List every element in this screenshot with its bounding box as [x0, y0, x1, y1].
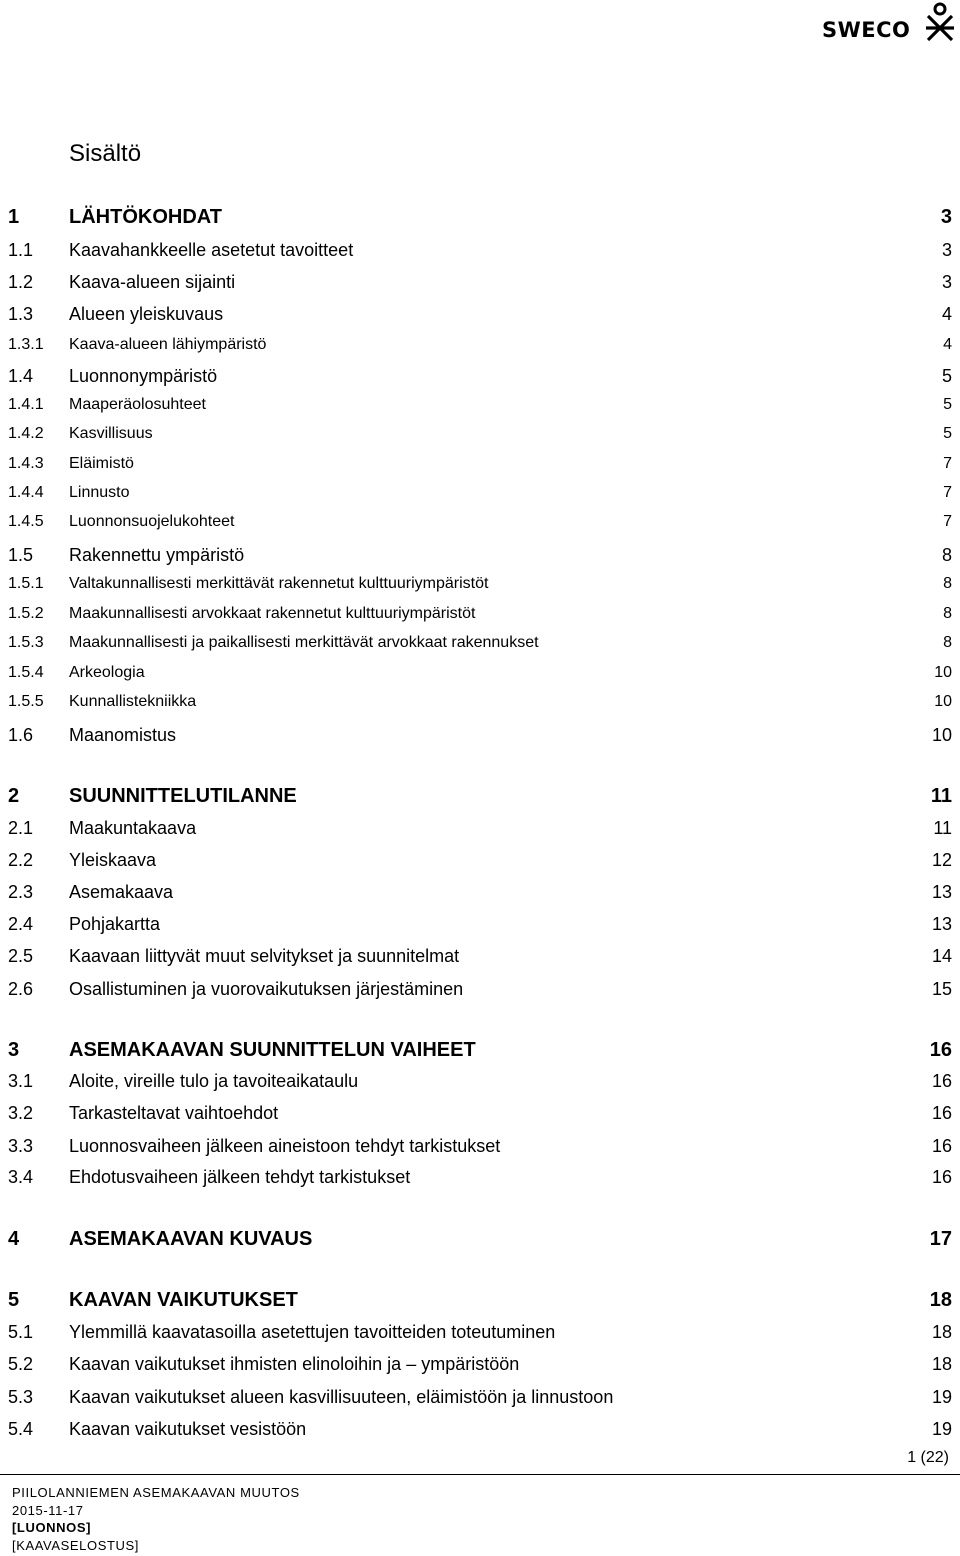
toc-entry-number: 3: [8, 1039, 20, 1061]
toc-entry-number: 5.1: [8, 1322, 34, 1342]
toc-entry-number: 1.4.2: [8, 425, 44, 442]
toc-entry[interactable]: [0, 946, 960, 976]
toc-entry-page: 4: [941, 304, 952, 324]
toc-entry[interactable]: [0, 206, 960, 236]
toc-entry-number: 1.3.1: [8, 336, 44, 353]
toc-entry-number: 5: [8, 1289, 20, 1311]
toc-entry[interactable]: [0, 664, 960, 694]
toc-entry[interactable]: [0, 1289, 960, 1319]
toc-entry-page: 7: [943, 455, 952, 472]
toc-entry-page: 18: [931, 1322, 952, 1342]
toc-entry[interactable]: [0, 1071, 960, 1101]
toc-entry-page: 8: [943, 634, 952, 651]
toc-entry-number: 1: [8, 206, 20, 228]
footer-divider: [0, 1474, 960, 1475]
toc-entry-page: 7: [943, 513, 952, 530]
toc-entry-page: 18: [931, 1354, 952, 1374]
toc-entry-page: 16: [931, 1103, 952, 1123]
logo-text: SWECO: [822, 18, 911, 42]
toc-entry-page: 19: [931, 1419, 952, 1439]
toc-entry-title: Kaavaan liittyvät muut selvitykset ja suunnitelmat: [69, 946, 460, 966]
toc-entry-page: 13: [931, 882, 952, 902]
toc-entry-page: 10: [931, 725, 952, 745]
toc-entry[interactable]: [0, 914, 960, 944]
toc-entry-title: Kaava-alueen lähiympäristö: [69, 336, 267, 353]
toc-entry-page: 8: [943, 605, 952, 622]
toc-entry[interactable]: [0, 304, 960, 334]
toc-entry-number: 5.4: [8, 1419, 34, 1439]
toc-entry-number: 1.5.2: [8, 605, 44, 622]
toc-entry[interactable]: [0, 272, 960, 302]
toc-entry-page: 17: [929, 1228, 952, 1250]
toc-entry-title: Pohjakartta: [69, 914, 161, 934]
toc-entry-title: Ehdotusvaiheen jälkeen tehdyt tarkistukset: [69, 1167, 411, 1187]
toc-entry-title: Asemakaava: [69, 882, 174, 902]
toc-entry-title: Kaavan vaikutukset vesistöön: [69, 1419, 307, 1439]
toc-entry-title: Kunnallistekniikka: [69, 693, 197, 710]
toc-entry-title: LÄHTÖKOHDAT: [69, 206, 222, 228]
toc-entry-title: KAAVAN VAIKUTUKSET: [69, 1289, 298, 1311]
toc-entry-page: 8: [943, 575, 952, 592]
toc-entry-page: 16: [931, 1136, 952, 1156]
footer-date: 2015-11-17: [12, 1502, 84, 1518]
toc-entry-number: 1.3: [8, 304, 34, 324]
toc-entry-page: 5: [943, 425, 952, 442]
toc-entry[interactable]: [0, 882, 960, 912]
toc-entry-number: 1.5.5: [8, 693, 44, 710]
footer: [12, 1484, 300, 1554]
toc-title: Sisältö: [69, 140, 142, 167]
toc-entry-title: Maaperäolosuhteet: [69, 396, 206, 413]
toc-entry-page: 10: [934, 693, 952, 710]
toc-entry-page: 15: [931, 979, 952, 999]
toc-entry-title: Osallistuminen ja vuorovaikutuksen järjestäminen: [69, 979, 464, 999]
toc-entry-page: 14: [931, 946, 952, 966]
toc-entry-title: Kaava-alueen sijainti: [69, 272, 236, 292]
toc-entry-number: 4: [8, 1228, 20, 1250]
toc-entry[interactable]: [0, 513, 960, 543]
toc-entry-number: 3.4: [8, 1167, 34, 1187]
toc-entry[interactable]: [0, 545, 960, 575]
toc-entry-page: 4: [943, 336, 952, 353]
toc-entry[interactable]: [0, 1136, 960, 1166]
toc-entry-number: 1.2: [8, 272, 34, 292]
toc-entry-page: 16: [929, 1039, 952, 1061]
toc-entry-title: ASEMAKAAVAN SUUNNITTELUN VAIHEET: [69, 1039, 476, 1061]
toc-entry-title: Kasvillisuus: [69, 425, 153, 442]
toc-entry-page: 16: [931, 1071, 952, 1091]
toc-entry-number: 5.2: [8, 1354, 34, 1374]
toc-entry-number: 2.1: [8, 818, 34, 838]
toc-entry-page: 10: [934, 664, 952, 681]
toc-entry[interactable]: [0, 484, 960, 514]
toc-entry-number: 1.5: [8, 545, 34, 565]
toc-entry-number: 1.4.1: [8, 396, 44, 413]
toc-entry-page: 19: [931, 1387, 952, 1407]
toc-entry-title: Rakennettu ympäristö: [69, 545, 245, 565]
toc-entry[interactable]: [0, 634, 960, 664]
toc-entry-page: 12: [931, 850, 952, 870]
toc-entry-number: 2.4: [8, 914, 34, 934]
toc-entry-number: 1.1: [8, 240, 34, 260]
toc-entry-title: Arkeologia: [69, 664, 145, 681]
toc-entry-title: Luonnonsuojelukohteet: [69, 513, 235, 530]
toc-entry-number: 1.5.4: [8, 664, 44, 681]
toc-entry-number: 2: [8, 785, 20, 807]
page-number: 1 (22): [907, 1449, 949, 1466]
toc-entry-title: Ylemmillä kaavatasoilla asetettujen tavoitteiden toteutuminen: [69, 1322, 556, 1342]
toc-entry[interactable]: [0, 425, 960, 455]
toc-entry[interactable]: [0, 366, 960, 396]
toc-entry-title: Valtakunnallisesti merkittävät rakennetut kulttuuriympäristöt: [69, 575, 489, 592]
toc-entry[interactable]: [0, 785, 960, 815]
toc-entry-page: 3: [940, 206, 952, 228]
toc-entry-page: 11: [930, 785, 952, 807]
toc-entry-title: SUUNNITTELUTILANNE: [69, 785, 297, 807]
toc-entry[interactable]: [0, 725, 960, 755]
toc-entry-number: 1.5.3: [8, 634, 44, 651]
toc-entry-title: Maanomistus: [69, 725, 177, 745]
toc-entry-page: 8: [941, 545, 952, 565]
toc-entry[interactable]: [0, 1167, 960, 1197]
toc-entry-title: Kaavan vaikutukset alueen kasvillisuuteen, eläimistöön ja linnustoon: [69, 1387, 614, 1407]
toc-entry-title: Luonnosvaiheen jälkeen aineistoon tehdyt tarkistukset: [69, 1136, 501, 1156]
toc-entry-number: 3.3: [8, 1136, 34, 1156]
toc-entry-page: 16: [931, 1167, 952, 1187]
toc-entry-title: Kaavahankkeelle asetetut tavoitteet: [69, 240, 354, 260]
toc-entry[interactable]: [0, 396, 960, 426]
toc-entry[interactable]: [0, 1354, 960, 1384]
toc-entry-number: 1.4.5: [8, 513, 44, 530]
toc-entry[interactable]: [0, 455, 960, 485]
toc-entry-title: Eläimistö: [69, 455, 134, 472]
toc-entry-page: 5: [941, 366, 952, 386]
toc-entry-number: 2.3: [8, 882, 34, 902]
toc-entry-title: Alueen yleiskuvaus: [69, 304, 224, 324]
toc-entry[interactable]: [0, 605, 960, 635]
toc-entry-page: 13: [931, 914, 952, 934]
toc-entry-number: 3.2: [8, 1103, 34, 1123]
toc-entry-title: Luonnonympäristö: [69, 366, 218, 386]
toc-entry-title: Yleiskaava: [69, 850, 157, 870]
toc-entry-title: Kaavan vaikutukset ihmisten elinoloihin ja – ympäristöön: [69, 1354, 520, 1374]
toc-entry[interactable]: [0, 1322, 960, 1352]
toc-entry-number: 2.6: [8, 979, 34, 999]
toc-entry-number: 5.3: [8, 1387, 34, 1407]
footer-project: PIILOLANNIEMEN ASEMAKAAVAN MUUTOS: [12, 1485, 300, 1500]
toc-entry[interactable]: [0, 1228, 960, 1258]
toc-entry-number: 3.1: [8, 1071, 34, 1091]
toc-entry-title: Aloite, vireille tulo ja tavoiteaikataulu: [69, 1071, 359, 1091]
toc-entry-title: ASEMAKAAVAN KUVAUS: [69, 1228, 313, 1250]
toc-entry-number: 1.4.4: [8, 484, 44, 501]
toc-entry-title: Tarkasteltavat vaihtoehdot: [69, 1103, 279, 1123]
toc-entry-page: 3: [941, 272, 952, 292]
toc-entry-page: 7: [943, 484, 952, 501]
toc-entry-title: Maakunnallisesti ja paikallisesti merkittävät arvokkaat rakennukset: [69, 634, 539, 651]
toc-entry-page: 18: [929, 1289, 952, 1311]
toc-entry-number: 1.6: [8, 725, 34, 745]
footer-status: [LUONNOS]: [12, 1520, 92, 1535]
toc-entry-number: 2.2: [8, 850, 34, 870]
toc-entry[interactable]: [0, 1419, 960, 1449]
toc-entry-title: Linnusto: [69, 484, 130, 501]
toc-entry[interactable]: [0, 575, 960, 605]
toc-entry[interactable]: [0, 818, 960, 848]
toc-entry-title: Maakunnallisesti arvokkaat rakennetut kulttuuriympäristöt: [69, 605, 476, 622]
toc-entry-number: 1.4.3: [8, 455, 44, 472]
toc-entry-page: 5: [943, 396, 952, 413]
toc-entry[interactable]: [0, 693, 960, 723]
toc-entry-number: 2.5: [8, 946, 34, 966]
toc-entry[interactable]: [0, 336, 960, 366]
toc-entry[interactable]: [0, 850, 960, 880]
toc-entry[interactable]: [0, 240, 960, 270]
toc-entry[interactable]: [0, 1039, 960, 1069]
toc-entry[interactable]: [0, 1387, 960, 1417]
toc-entry[interactable]: [0, 979, 960, 1009]
footer-doc-type: [KAAVASELOSTUS]: [12, 1537, 140, 1553]
toc-entry-number: 1.4: [8, 366, 34, 386]
toc-entry-number: 1.5.1: [8, 575, 44, 592]
toc-entry-page: 3: [941, 240, 952, 260]
toc-entry-title: Maakuntakaava: [69, 818, 197, 838]
toc-entry[interactable]: [0, 1103, 960, 1133]
toc-entry-page: 11: [933, 818, 952, 838]
